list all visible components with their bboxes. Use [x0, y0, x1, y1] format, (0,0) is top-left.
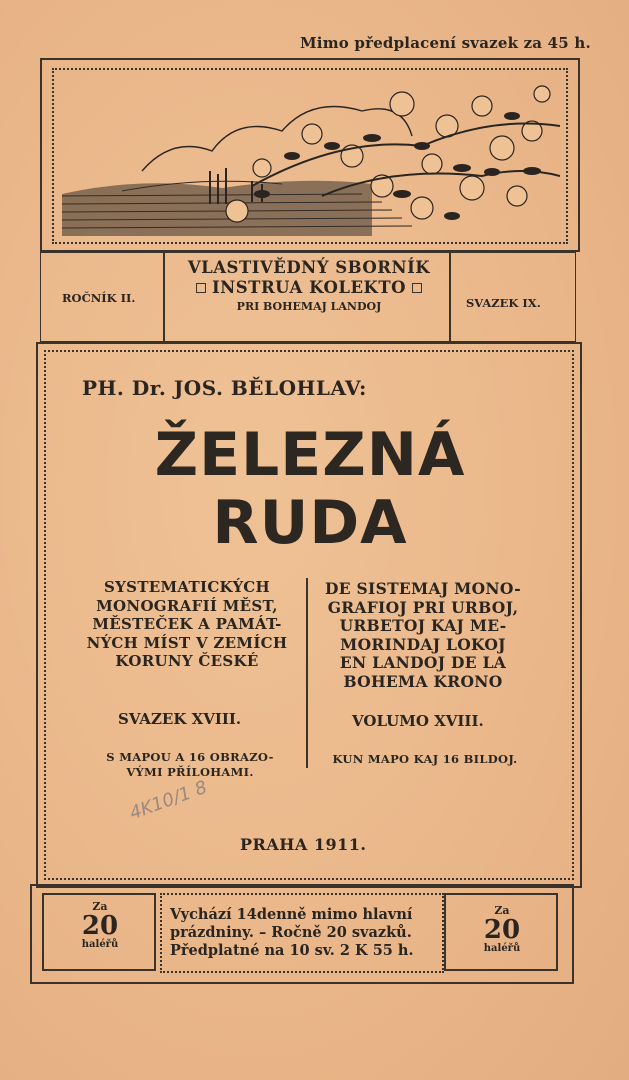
landscape-illustration	[62, 76, 560, 236]
esperanto-volume: VOLUMO XVIII.	[352, 712, 484, 730]
square-ornament-icon	[196, 283, 206, 293]
price-left: Za 20 haléřů	[81, 900, 119, 950]
czech-volume: SVAZEK XVIII.	[118, 710, 242, 728]
handwritten-mark: 4K10/1 8	[126, 776, 211, 825]
title-line-1: ŽELEZNÁ	[154, 420, 466, 490]
czech-note: S MAPOU A 16 OBRAZO- VÝMI PŘÍLOHAMI.	[106, 750, 274, 779]
series-title	[168, 258, 450, 313]
year-label: ROČNÍK II.	[62, 291, 136, 305]
series-line-2: INSTRUA KOLEKTO	[168, 278, 450, 297]
series-line-1: VLASTIVĚDNÝ SBORNÍK	[187, 258, 431, 277]
author: PH. Dr. JOS. BĚLOHLAV:	[82, 376, 367, 400]
title-line-2: RUDA	[212, 488, 408, 558]
esperanto-text: DE SISTEMAJ MONO- GRAFIOJ PRI URBOJ, URBETOJ KAJ ME- MORINDAJ LOKOJ EN LANDOJ DE LA BOHEMA KRONO	[325, 579, 521, 691]
czech-text: SYSTEMATICKÝCH MONOGRAFIÍ MĚST, MĚSTEČEK A PAMÁT- NÝCH MÍST V ZEMÍCH KORUNY ČESKÉ	[86, 578, 288, 670]
square-ornament-icon	[412, 283, 422, 293]
price-right: Za 20 haléřů	[483, 904, 521, 954]
column-divider	[306, 578, 308, 768]
esperanto-note: KUN MAPO KAJ 16 BILDOJ.	[332, 752, 518, 766]
volume-label: SVAZEK IX.	[466, 296, 541, 310]
series-line-3: PRI BOHEMAJ LANDOJ	[236, 300, 382, 313]
place-year: PRAHA 1911.	[240, 835, 367, 854]
publication-info: Vychází 14denně mimo hlavní prázdniny. – Ročně 20 svazků. Předplatné na 10 sv. 2 K 55 h.	[170, 906, 414, 959]
subscription-note: Mimo předplacení svazek za 45 h.	[300, 34, 591, 52]
